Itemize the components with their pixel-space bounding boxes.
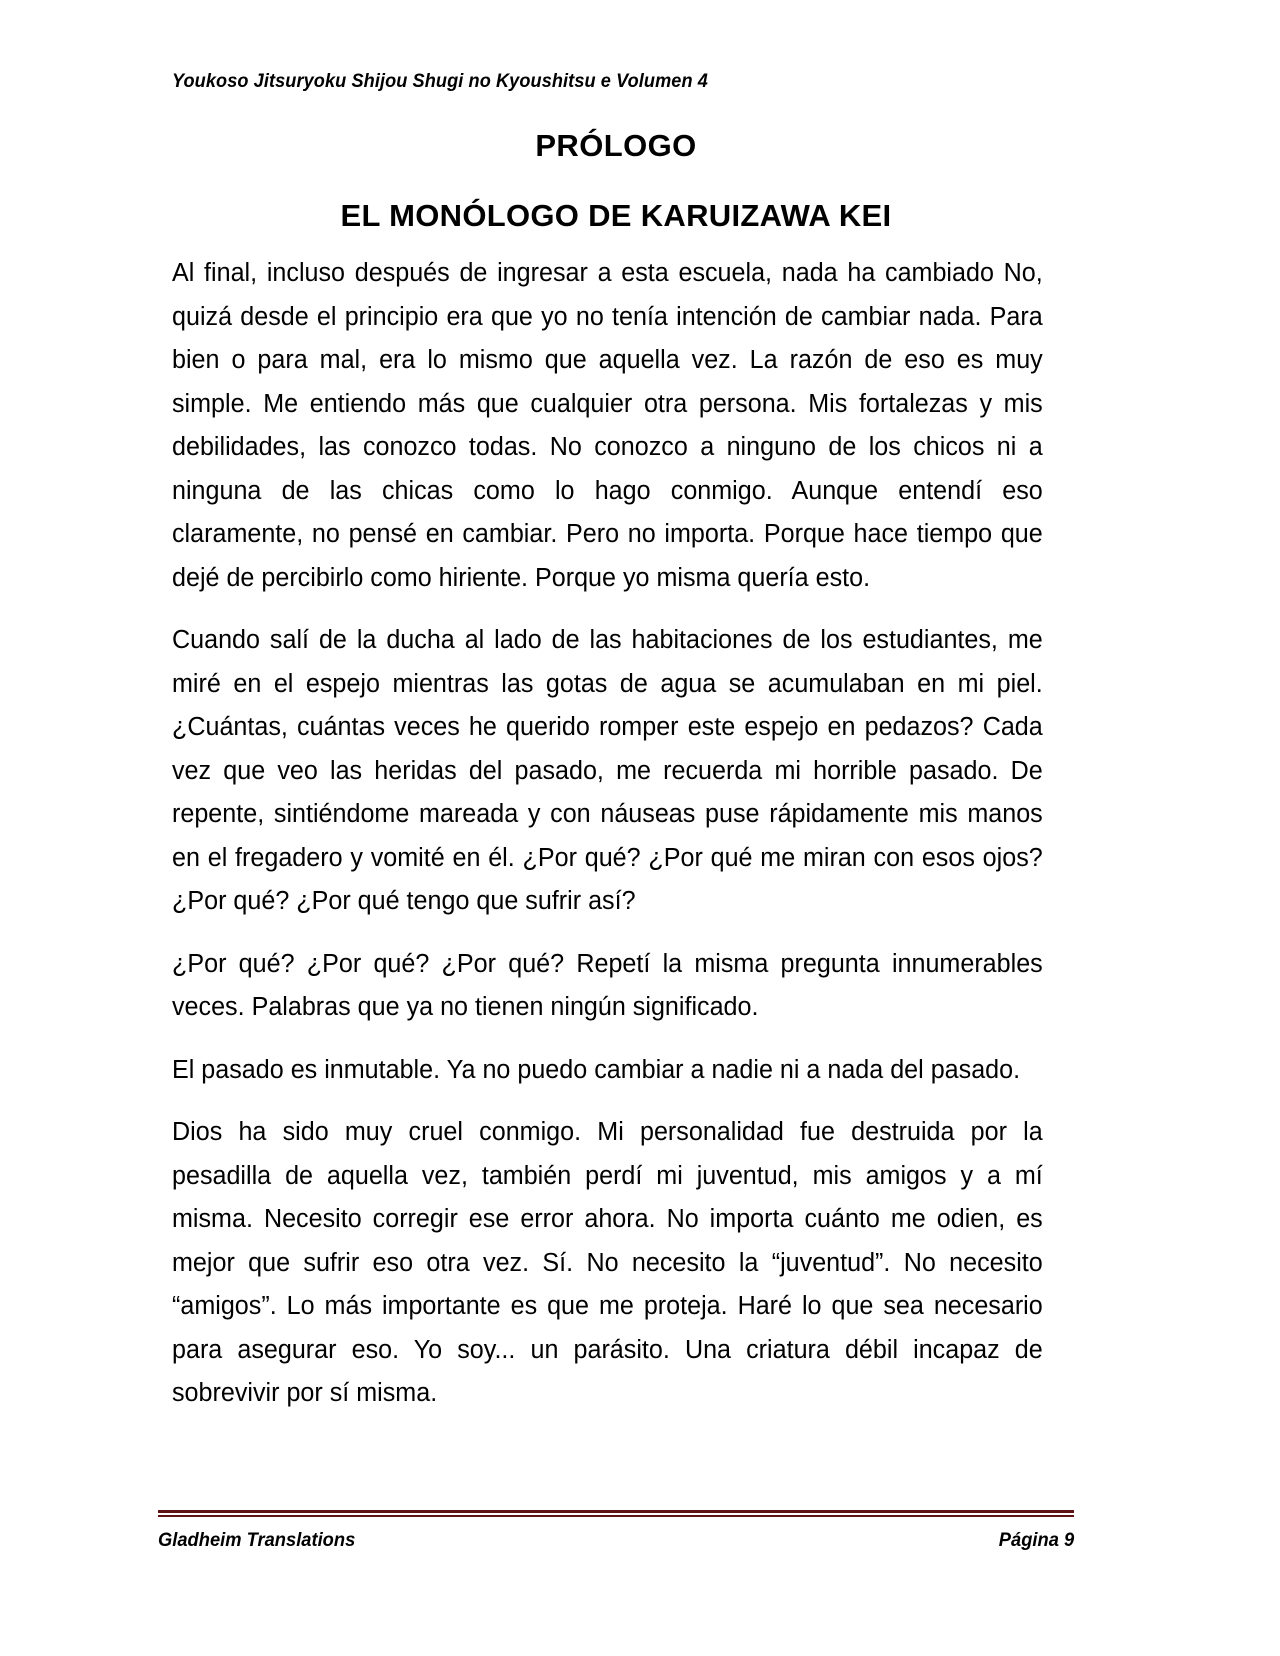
- body-text: [172, 252, 1056, 1416]
- paragraph: Al final, incluso después de ingresar a esta escuela, nada ha cambiado No, quizá desde el principio era que yo no tenía intención de cambiar nada. Para bien o para mal, era lo mismo que aquella vez. La razón de eso es muy simple. Me entiendo más que cualquier otra persona. Mis fortalezas y mis debilidades, las conozco todas. No conozco a ninguno de los chicos ni a ninguna de las chicas como lo hago conmigo. Aunque entendí eso claramente, no pensé en cambiar. Pero no importa. Porque hace tiempo que dejé de percibirlo como hiriente. Porque yo misma quería esto.: [172, 259, 1043, 592]
- paragraph: El pasado es inmutable. Ya no puedo cambiar a nadie ni a nada del pasado.: [172, 1055, 1021, 1084]
- footer-page-number: Página 9: [998, 1529, 1074, 1551]
- paragraph: Dios ha sido muy cruel conmigo. Mi personalidad fue destruida por la pesadilla de aquella vez, también perdí mi juventud, mis amigos y a mí misma. Necesito corregir ese error ahora. No importa cuánto me odien, es mejor que sufrir eso otra vez. Sí. No necesito la “juventud”. No necesito “amigos”. Lo más importante es que me proteja. Haré lo que sea necesario para asegurar eso. Yo soy... un parásito. Una criatura débil incapaz de sobrevivir por sí misma.: [172, 1118, 1043, 1407]
- footer-row: [158, 1529, 1074, 1552]
- paragraph: ¿Por qué? ¿Por qué? ¿Por qué? Repetí la misma pregunta innumerables veces. Palabras que ya no tienen ningún significado.: [172, 949, 1043, 1021]
- running-header-title: Youkoso Jitsuryoku Shijou Shugi no Kyoushitsu e Volumen 4: [172, 70, 708, 92]
- footer-divider: [158, 1510, 1074, 1517]
- page-footer: [158, 1510, 1074, 1552]
- page-title: PRÓLOGO: [535, 128, 697, 163]
- page-subtitle: EL MONÓLOGO DE KARUIZAWA KEI: [340, 197, 892, 233]
- title-block: [172, 128, 1060, 233]
- running-header: [172, 70, 1072, 93]
- paragraph: Cuando salí de la ducha al lado de las habitaciones de los estudiantes, me miré en el espejo mientras las gotas de agua se acumulaban en mi piel. ¿Cuántas, cuántas veces he querido romper este espejo en pedazos? Cada vez que veo las heridas del pasado, me recuerda mi horrible pasado. De repente, sintiéndome mareada y con náuseas puse rápidamente mis manos en el fregadero y vomité en él. ¿Por qué? ¿Por qué me miran con esos ojos? ¿Por qué? ¿Por qué tengo que sufrir así?: [172, 626, 1043, 915]
- footer-credit: Gladheim Translations: [158, 1529, 356, 1551]
